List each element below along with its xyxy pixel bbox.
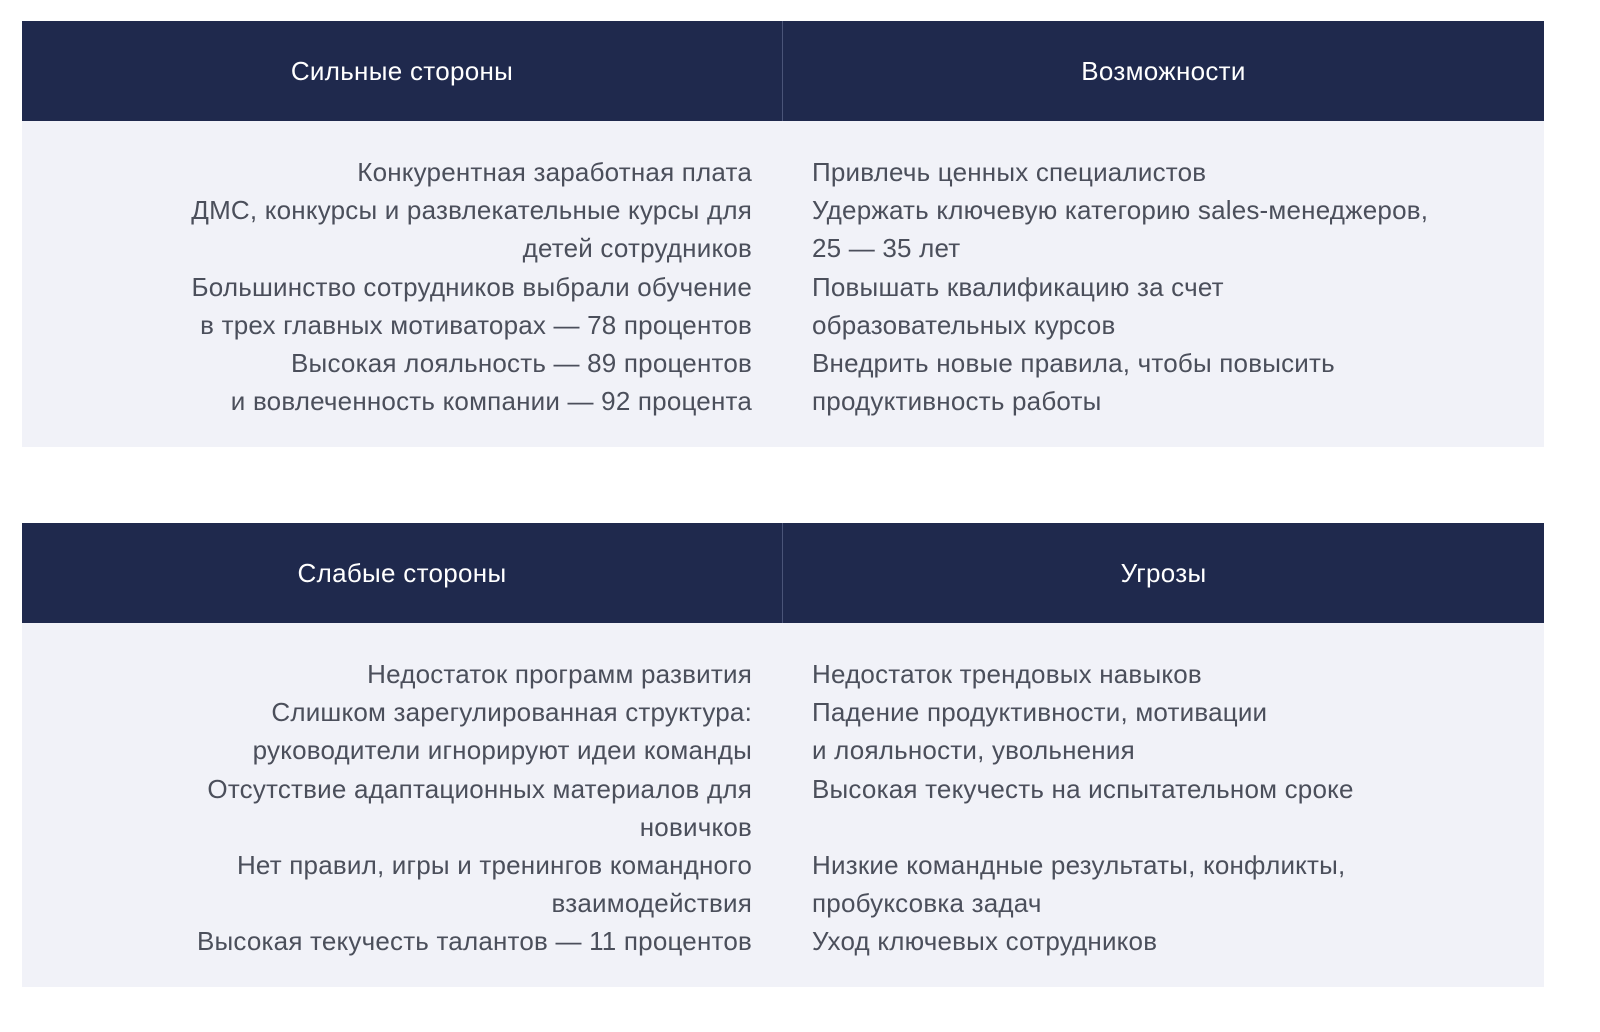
table-header-row [22, 523, 1544, 623]
strengths-line: Высокая лояльность — 89 процентов [291, 348, 752, 379]
threats-line: пробуксовка задач [812, 888, 1042, 919]
header-threats: Угрозы [1120, 557, 1207, 588]
header-strengths: Сильные стороны [22, 21, 783, 121]
header-opportunities: Возможности [1081, 55, 1246, 86]
weaknesses-line: новичков [639, 811, 752, 842]
swot-table-strengths-opportunities [22, 21, 1544, 447]
opportunities-line: продуктивность работы [812, 386, 1102, 417]
threats-line: Высокая текучесть на испытательном сроке [812, 773, 1354, 804]
strengths-line: в трех главных мотиваторах — 78 процентов [200, 309, 752, 340]
opportunities-line: Привлечь ценных специалистов [812, 157, 1207, 187]
threats-line: Недостаток трендовых навыков [812, 659, 1202, 689]
strengths-line: Большинство сотрудников выбрали обучение [191, 271, 752, 302]
opportunities-line: 25 — 35 лет [812, 233, 961, 264]
weaknesses-cell [22, 655, 782, 961]
opportunities-line: Удержать ключевую категорию sales-менеджеров, [812, 195, 1429, 226]
table-body-row [22, 623, 1544, 961]
strengths-line: ДМС, конкурсы и развлекательные курсы для [191, 195, 752, 226]
weaknesses-line: взаимодействия [551, 888, 752, 919]
weaknesses-line: Нет правил, игры и тренингов командного [236, 850, 752, 881]
opportunities-line: образовательных курсов [812, 309, 1116, 340]
opportunities-line: Внедрить новые правила, чтобы повысить [812, 348, 1335, 379]
strengths-cell [22, 153, 782, 420]
strengths-line: детей сотрудников [522, 233, 752, 264]
table-header-row [22, 21, 1544, 121]
threats-line: Уход ключевых сотрудников [812, 926, 1158, 957]
threats-line: Падение продуктивности, мотивации [812, 697, 1268, 728]
weaknesses-line: Отсутствие адаптационных материалов для [207, 773, 752, 804]
weaknesses-line: руководители игнорируют идеи команды [252, 735, 752, 766]
opportunities-line: Повышать квалификацию за счет [812, 271, 1224, 302]
header-weaknesses: Слабые стороны [22, 523, 783, 623]
weaknesses-line: Недостаток программ развития [367, 659, 752, 689]
weaknesses-line: Слишком зарегулированная структура: [271, 697, 752, 728]
threats-spacer [812, 808, 1543, 846]
table-body-row [22, 121, 1544, 420]
strengths-line: Конкурентная заработная плата [357, 157, 752, 187]
opportunities-cell [782, 153, 1543, 420]
threats-line: и лояльности, увольнения [812, 735, 1135, 766]
strengths-line: и вовлеченность компании — 92 процента [230, 386, 752, 417]
threats-line: Низкие командные результаты, конфликты, [812, 850, 1346, 880]
threats-cell [782, 655, 1543, 961]
weaknesses-line: Высокая текучесть талантов — 11 процентов [196, 926, 752, 957]
swot-table-weaknesses-threats [22, 523, 1544, 987]
